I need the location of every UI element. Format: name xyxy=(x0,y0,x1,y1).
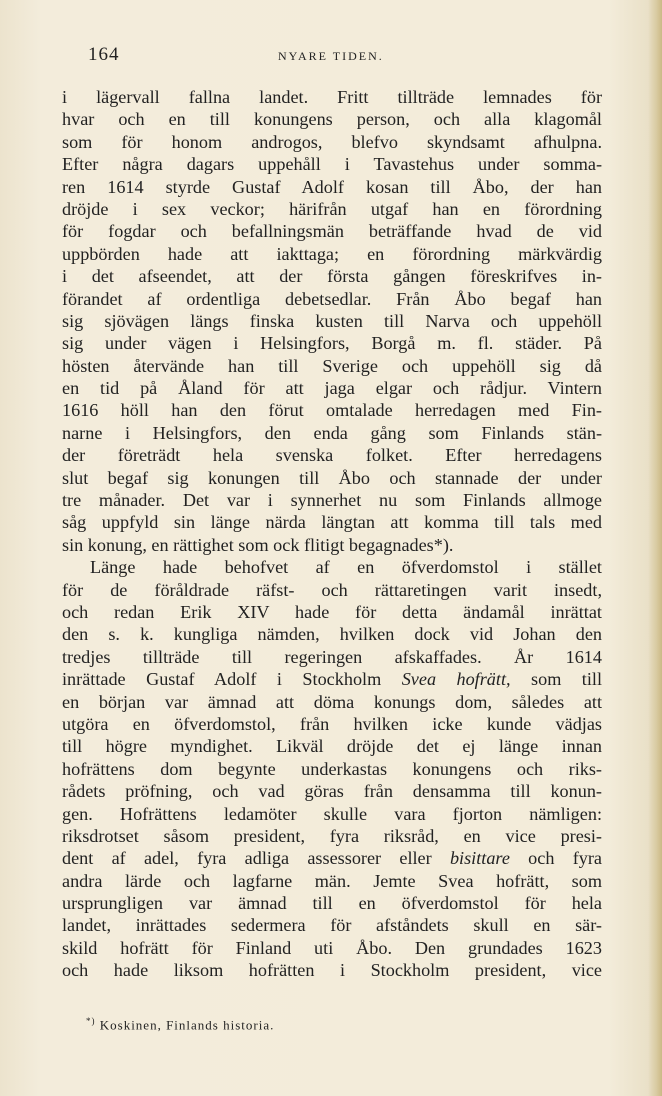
text-line: ren 1614 styrde Gustaf Adolf kosan till Åbo, der han xyxy=(62,176,602,197)
text-line: en början var ämnad att döma konungs dom, således att xyxy=(62,691,602,712)
text-line: landet, inrättades sedermera för afståndets skull en sär- xyxy=(62,915,602,936)
text-line: förandet af ordentliga debetsedlar. Från Åbo begaf han xyxy=(62,288,602,309)
text-line: uppbörden hade att iakttaga; en förordning märkvärdig xyxy=(62,243,602,264)
text-line: narne i Helsingfors, den enda gång som Finlands stän- xyxy=(62,422,602,443)
text-line: Länge hade behofvet af en öfverdomstol i stället xyxy=(90,557,602,578)
text-line: såg uppfyld sin länge närda längtan att komma till tals med xyxy=(62,512,602,533)
text-fragment: dent af adel, fyra adliga assessorer eller xyxy=(62,848,450,869)
text-line-bisittare xyxy=(62,847,602,869)
text-line: sin konung, en rättighet som ock flitigt begagnades*). xyxy=(62,534,454,555)
text-line: Efter några dagars uppehåll i Tavastehus under somma- xyxy=(62,154,602,175)
text-line: hvar och en till konungens person, och alla klagomål xyxy=(62,109,602,130)
text-line: tre månader. Det var i synnerhet nu som Finlands allmoge xyxy=(62,490,602,511)
text-line: en tid på Åland för att jaga elgar och rådjur. Vintern xyxy=(62,378,602,399)
page-edge-shadow xyxy=(648,0,662,1096)
text-line: skild hofrätt för Finland uti Åbo. Den grundades 1623 xyxy=(62,937,602,958)
page-header xyxy=(88,44,598,72)
text-line: för fogdar och befallningsmän beträffande hvad de vid xyxy=(62,221,602,242)
text-line: och redan Erik XIV hade för detta ändamål inrättat xyxy=(62,601,602,622)
text-line: tredjes tillträde till regeringen afskaffades. År 1614 xyxy=(62,646,602,667)
text-line: i lägervall fallna landet. Fritt tillträde lemnades för xyxy=(62,87,602,107)
text-fragment: inrättade Gustaf Adolf i Stockholm xyxy=(62,669,402,690)
text-line: till högre myndighet. Likväl dröjde det ej länge innan xyxy=(62,736,602,757)
text-line: och hade liksom hofrätten i Stockholm president, vice xyxy=(62,960,602,981)
text-line-svea xyxy=(62,668,602,690)
text-line: hösten återvände han till Sverige och uppehöll sig då xyxy=(62,355,602,376)
text-line: 1616 höll han den förut omtalade herredagen med Fin- xyxy=(62,400,602,421)
text-line: ursprungligen var ämnad till en öfverdomstol för hela xyxy=(62,893,602,914)
text-line: i det afseendet, att der första gången föreskrifves in- xyxy=(62,266,602,287)
text-line: den s. k. kungliga nämden, hvilken dock vid Johan den xyxy=(62,624,602,645)
text-line: för de föråldrade räfst- och rättaretingen varit insedt, xyxy=(62,579,602,600)
text-fragment: som till xyxy=(510,669,603,690)
text-line: utgöra en öfverdomstol, från hvilken icke kunde vädjas xyxy=(62,713,602,734)
text-line: slut begaf sig konungen till Åbo och stannade der under xyxy=(62,467,602,488)
text-line: sig sjövägen längs finska kusten till Narva och uppehöll xyxy=(62,310,602,331)
text-line: riksdrotset såsom president, fyra riksråd, en vice presi- xyxy=(62,825,602,846)
text-line: dröjde i sex veckor; härifrån utgaf han en förordning xyxy=(62,198,602,219)
text-line: sig under vägen i Helsingfors, Borgå m. fl. städer. På xyxy=(62,333,602,354)
text-line: andra lärde och lagfarne män. Jemte Svea hofrätt, som xyxy=(62,870,602,891)
page-number: 164 xyxy=(88,44,120,65)
footnote xyxy=(86,1016,274,1033)
footnote-text: Koskinen, Finlands historia. xyxy=(99,1017,275,1033)
italic-term-bisittare: bisittare xyxy=(449,848,510,869)
footnote-marker: *) xyxy=(86,1016,96,1026)
text-line: hofrättens dom begynte underkastas konungens och riks- xyxy=(62,758,602,779)
text-line: rådets pröfning, och vad göras från densamma till konun- xyxy=(62,781,602,802)
text-line: der företrädt hela svenska folket. Efter herredagens xyxy=(62,445,602,466)
text-line: som för honom androgos, blefvo skyndsamt afhulpna. xyxy=(62,131,602,152)
body-text xyxy=(62,86,602,982)
running-head: NYARE TIDEN. xyxy=(278,49,384,63)
text-fragment: och fyra xyxy=(509,848,602,869)
text-line: gen. Hofrättens ledamöter skulle vara fjorton nämligen: xyxy=(62,803,602,824)
italic-term-svea-hofratt: Svea hofrätt, xyxy=(401,669,511,690)
